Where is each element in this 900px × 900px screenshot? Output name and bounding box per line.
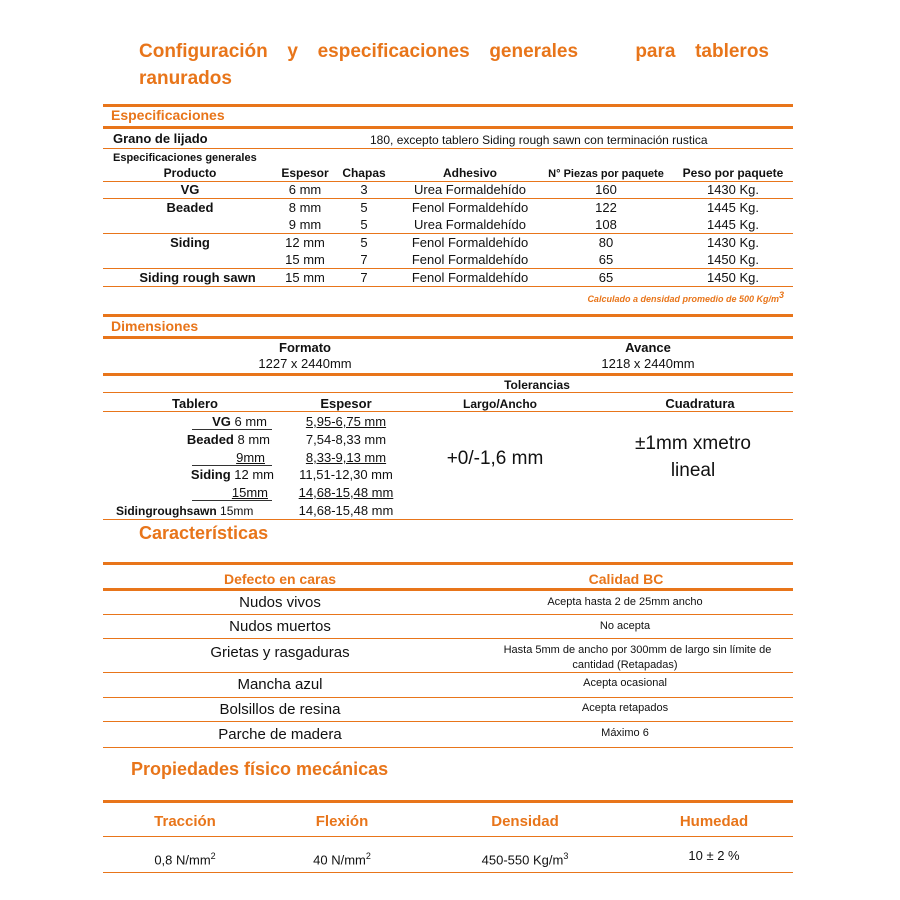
cell-producto: Siding — [170, 235, 210, 250]
divider — [103, 672, 793, 673]
divider — [103, 721, 793, 722]
cell-tablero: 9mm — [236, 450, 265, 465]
underline — [192, 429, 272, 430]
cell-calidad: Acepta ocasional — [583, 677, 667, 689]
cell-calidad: No acepta — [599, 620, 651, 632]
cell-chapas: 3 — [360, 182, 368, 197]
caracteristicas-title: Características — [139, 523, 269, 543]
divider — [103, 198, 793, 199]
cell-espesor: 15 mm — [285, 270, 325, 285]
cell-producto: Beaded — [166, 200, 214, 215]
cell-chapas: 5 — [360, 200, 368, 215]
density-note — [480, 287, 784, 307]
header-defecto: Defecto en caras — [223, 571, 337, 587]
cell-peso: 1450 Kg. — [706, 270, 760, 285]
humedad-value: 10 ± 2 % — [688, 848, 740, 863]
cell-adhesivo: Fenol Formaldehído — [411, 270, 529, 285]
divider — [103, 336, 793, 339]
tablero-name: Sidingroughsawn — [116, 504, 217, 518]
cuadratura-line-2: lineal — [670, 460, 716, 481]
cell-chapas: 7 — [360, 252, 368, 267]
cell-producto: VG — [180, 182, 200, 197]
note-sup: 3 — [778, 290, 784, 300]
formato-label: Formato — [279, 340, 331, 355]
divider — [103, 233, 793, 234]
value-sup: 2 — [365, 851, 371, 861]
cell-peso: 1445 Kg. — [706, 217, 760, 232]
specs-section-label: Especificaciones — [111, 107, 225, 123]
cell-adhesivo: Fenol Formaldehído — [411, 200, 529, 215]
header-espesor: Espesor — [281, 166, 329, 180]
cell-espesor-range: 7,54-8,33 mm — [305, 432, 387, 447]
cell-espesor-range: 8,33-9,13 mm — [305, 450, 387, 465]
divider — [103, 392, 793, 393]
divider — [103, 314, 793, 317]
cell-espesor: 15 mm — [285, 252, 325, 267]
page-title — [139, 38, 769, 92]
tablero-name: VG — [212, 414, 231, 429]
cell-piezas: 160 — [595, 182, 617, 197]
divider — [103, 373, 793, 376]
divider — [103, 638, 793, 639]
header-tablero: Tablero — [172, 396, 218, 411]
cell-espesor-range: 14,68-15,48 mm — [298, 485, 394, 500]
header-peso: Peso por paquete — [682, 166, 784, 180]
cell-espesor: 8 mm — [288, 200, 322, 215]
divider — [103, 614, 793, 615]
value-text: 0,8 N/mm — [154, 852, 211, 868]
tablero-size: 6 mm — [234, 414, 267, 429]
title-line-2: ranurados — [139, 68, 232, 89]
cell-calidad-line-2: cantidad (Retapadas) — [572, 659, 678, 671]
cell-tablero — [116, 503, 276, 519]
header-chapas: Chapas — [342, 166, 386, 180]
largo-ancho-value: +0/-1,6 mm — [446, 448, 544, 469]
cell-adhesivo: Urea Formaldehído — [414, 217, 526, 232]
cell-defecto: Mancha azul — [237, 676, 323, 693]
cell-peso: 1430 Kg. — [706, 182, 760, 197]
propiedades-title: Propiedades físico mecánicas — [131, 759, 389, 779]
grano-label: Grano de lijado — [113, 131, 208, 146]
underline — [192, 465, 272, 466]
cell-defecto: Bolsillos de resina — [219, 701, 341, 718]
underline — [192, 500, 272, 501]
generales-label: Especificaciones generales — [113, 152, 257, 164]
cell-piezas: 80 — [598, 235, 614, 250]
header-espesor: Espesor — [320, 396, 372, 411]
cell-chapas: 5 — [360, 217, 368, 232]
header-humedad: Humedad — [679, 813, 749, 830]
divider — [103, 747, 793, 748]
densidad-value — [450, 848, 600, 868]
cell-tablero — [150, 432, 270, 448]
grano-value: 180, excepto tablero Siding rough sawn con terminación rustica — [370, 133, 708, 147]
cell-piezas: 65 — [598, 270, 614, 285]
cell-chapas: 5 — [360, 235, 368, 250]
cell-calidad: Acepta retapados — [581, 702, 669, 714]
header-largo-ancho: Largo/Ancho — [463, 397, 537, 411]
tablero-size: 15mm — [220, 504, 254, 518]
header-producto: Producto — [163, 166, 217, 180]
divider — [103, 519, 793, 520]
cell-espesor: 9 mm — [288, 217, 322, 232]
cell-calidad: Acepta hasta 2 de 25mm ancho — [547, 596, 703, 608]
value-sup: 3 — [563, 851, 569, 861]
value-sup: 2 — [210, 851, 216, 861]
header-cuadratura: Cuadratura — [665, 396, 735, 411]
cell-peso: 1430 Kg. — [706, 235, 760, 250]
cell-piezas: 65 — [598, 252, 614, 267]
divider — [103, 562, 793, 565]
cell-peso: 1445 Kg. — [706, 200, 760, 215]
header-traccion: Tracción — [154, 813, 216, 830]
tablero-size: 12 mm — [234, 467, 274, 482]
flexion-value — [267, 848, 417, 868]
tablero-name: Beaded — [186, 432, 234, 447]
header-flexion: Flexión — [315, 813, 369, 830]
cell-tablero — [150, 467, 274, 483]
divider — [103, 411, 793, 412]
tolerancias-label: Tolerancias — [504, 378, 570, 392]
cell-producto: Siding rough sawn — [139, 270, 256, 285]
cell-defecto: Nudos muertos — [229, 618, 331, 635]
title-word: Configuración — [139, 41, 268, 62]
cell-adhesivo: Urea Formaldehído — [414, 182, 526, 197]
divider — [103, 268, 793, 269]
cell-espesor-range: 11,51-12,30 mm — [299, 467, 393, 482]
cell-calidad: Máximo 6 — [601, 727, 649, 739]
header-densidad: Densidad — [491, 813, 559, 830]
cell-peso: 1450 Kg. — [706, 252, 760, 267]
cell-chapas: 7 — [360, 270, 368, 285]
cell-defecto: Grietas y rasgaduras — [210, 644, 350, 661]
header-adhesivo: Adhesivo — [442, 166, 497, 180]
value-text: 450-550 Kg/m — [481, 852, 564, 868]
header-calidad: Calidad BC — [588, 571, 664, 587]
cell-adhesivo: Fenol Formaldehído — [411, 252, 529, 267]
cuadratura-line-1: ±1mm xmetro — [635, 433, 751, 454]
dims-section-label: Dimensiones — [111, 318, 199, 334]
cell-espesor-range: 14,68-15,48 mm — [298, 503, 394, 518]
title-word: y — [287, 41, 298, 62]
divider — [103, 126, 793, 129]
cell-espesor-range: 5,95-6,75 mm — [305, 414, 387, 429]
note-text: Calculado a densidad promedio de 500 Kg/m — [587, 294, 779, 304]
divider — [103, 697, 793, 698]
cell-calidad: Hasta 5mm de ancho por 300mm de largo sin límite de — [503, 644, 772, 656]
cell-defecto: Parche de madera — [218, 726, 342, 743]
title-word: para — [635, 41, 676, 62]
divider — [103, 148, 793, 149]
cell-piezas: 108 — [595, 217, 617, 232]
avance-value: 1218 x 2440mm — [601, 356, 695, 371]
cell-tablero: 15mm — [231, 485, 268, 500]
cell-defecto: Nudos vivos — [239, 594, 321, 611]
divider — [103, 800, 793, 803]
divider — [103, 872, 793, 873]
cell-adhesivo: Fenol Formaldehído — [411, 235, 529, 250]
tablero-size: 8 mm — [237, 432, 270, 447]
header-piezas: N° Piezas por paquete — [548, 168, 664, 180]
cell-espesor: 6 mm — [288, 182, 322, 197]
tablero-name: Siding — [190, 467, 231, 482]
cell-piezas: 122 — [595, 200, 617, 215]
title-word: especificaciones — [317, 41, 470, 62]
title-word: tableros — [695, 41, 769, 62]
value-text: 40 N/mm — [313, 852, 366, 868]
divider — [103, 836, 793, 837]
cell-espesor: 12 mm — [285, 235, 325, 250]
avance-label: Avance — [625, 340, 671, 355]
traccion-value — [110, 848, 260, 868]
title-word: generales — [489, 41, 579, 62]
formato-value: 1227 x 2440mm — [258, 356, 352, 371]
cell-tablero — [150, 414, 267, 430]
divider — [103, 588, 793, 591]
